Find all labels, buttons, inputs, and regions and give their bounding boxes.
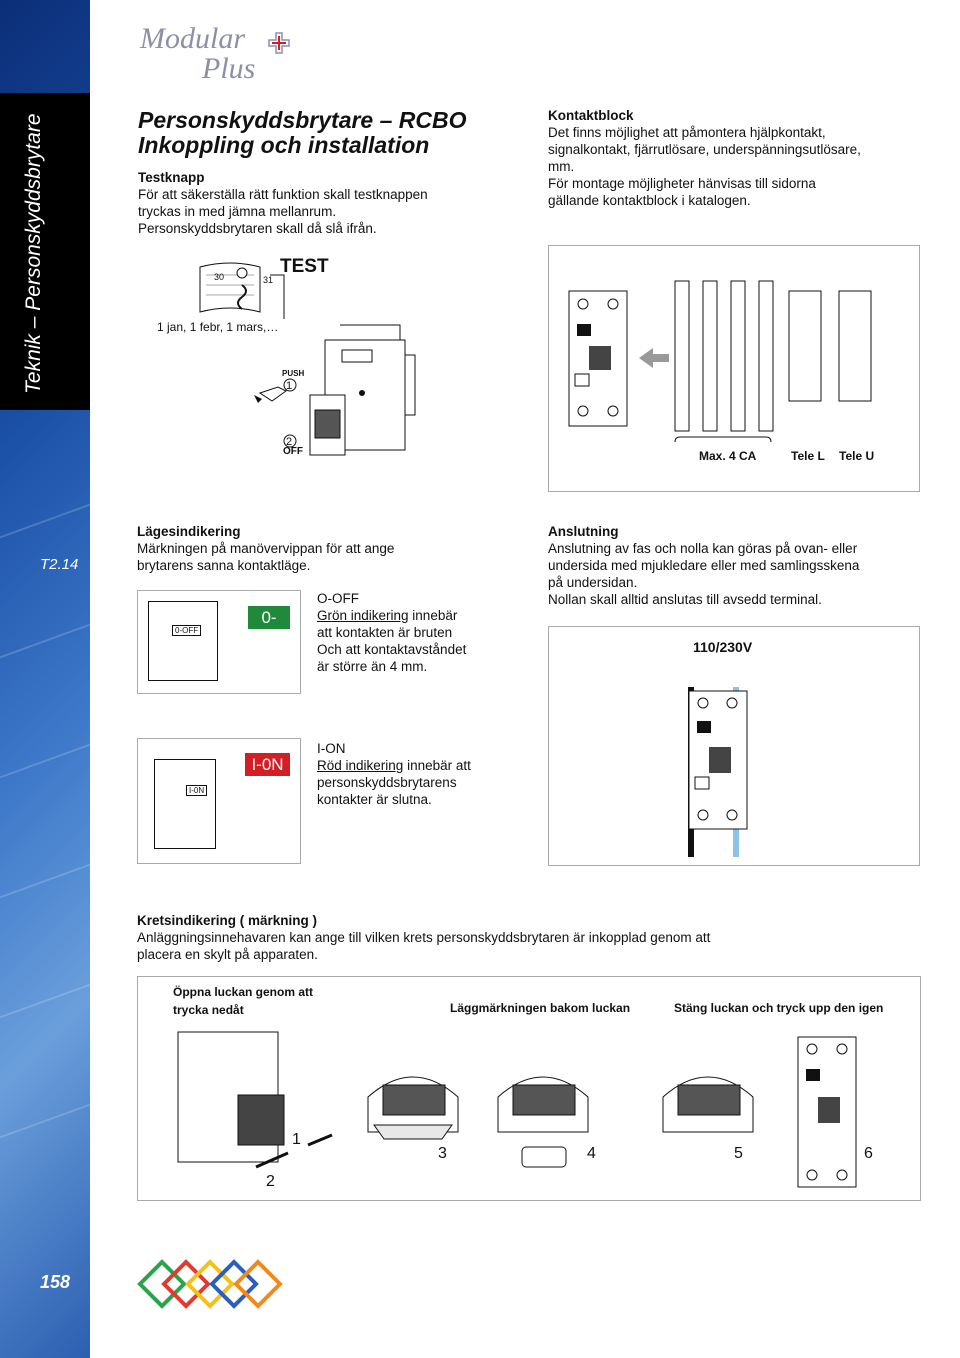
step-number-2: 2 (266, 1173, 275, 1190)
o-off-line: Och att kontaktavståndet (317, 642, 467, 657)
wiring-illustration (549, 627, 921, 867)
lagesindikering-title: Lägesindikering (137, 524, 241, 539)
testknapp-section (138, 169, 508, 237)
kontaktblock-figure (548, 245, 920, 492)
anslutning-figure (548, 626, 920, 866)
step-caption-3: Stäng luckan och tryck upp den igen (674, 1001, 884, 1015)
step-caption-1a: Öppna luckan genom att (173, 985, 314, 999)
section-code: T2.14 (40, 556, 79, 573)
calendar-caption: 1 jan, 1 febr, 1 mars,… (157, 320, 279, 334)
page-number: 158 (40, 1272, 71, 1292)
tele-u-label: Tele U (839, 449, 875, 463)
i-on-switch-body (154, 759, 216, 849)
testknapp-line: Personskyddsbrytaren skall då slå ifrån. (138, 221, 377, 236)
o-off-line1 (317, 607, 527, 624)
step2-label: 2 (286, 436, 293, 448)
page-heading (138, 108, 498, 158)
kretsindikering-line: placera en skylt på apparaten. (137, 947, 318, 962)
lagesindikering-line: brytarens sanna kontaktläge. (137, 558, 311, 573)
i-on-underlined: Röd indikering (317, 758, 404, 773)
kretsindikering-section (137, 912, 937, 963)
i-on-line1-rest: innebär att (403, 758, 471, 773)
push-label: PUSH (282, 369, 305, 378)
o-off-switch-body (148, 601, 218, 681)
step-number-6: 6 (864, 1145, 873, 1162)
step-number-4: 4 (587, 1145, 596, 1162)
heading-line2: Inkoppling och installation (138, 132, 430, 158)
step1-label: 1 (286, 380, 293, 392)
footer-diamonds-logo (136, 1258, 286, 1310)
testknapp-line: För att säkerställa rätt funktion skall testknappen (138, 187, 428, 202)
kontaktblock-line: signalkontakt, fjärrutlösare, underspänningsutlösare, (548, 142, 861, 157)
kretsindikering-line: Anläggningsinnehavaren kan ange till vilken krets personskyddsbrytaren är inkopplad genom att (137, 930, 711, 945)
anslutning-line: Nollan skall alltid anslutas till avsedd terminal. (548, 592, 822, 607)
kontaktblock-line: mm. (548, 159, 575, 174)
anslutning-line: Anslutning av fas och nolla kan göras på ovan- eller (548, 541, 858, 556)
o-off-line1-rest: innebär (408, 608, 458, 623)
kontaktblock-line: För montage möjligheter hänvisas till sidorna (548, 176, 816, 191)
o-off-title: O-OFF (317, 591, 359, 606)
test-figure (150, 245, 450, 485)
sidebar (0, 0, 90, 1358)
testknapp-title: Testknapp (138, 170, 205, 185)
lagesindikering-line: Märkningen på manövervippan för att ange (137, 541, 395, 556)
voltage-label: 110/230V (693, 639, 753, 655)
i-on-text (317, 740, 527, 808)
kontaktblock-title: Kontaktblock (548, 108, 634, 123)
anslutning-title: Anslutning (548, 524, 619, 539)
lagesindikering-section (137, 523, 527, 574)
anslutning-line: på undersidan. (548, 575, 638, 590)
testknapp-line: tryckas in med jämna mellanrum. (138, 204, 337, 219)
anslutning-section (548, 523, 938, 608)
o-off-text (317, 590, 527, 675)
marking-steps-figure (137, 976, 921, 1201)
step-number-3: 3 (438, 1145, 447, 1162)
kontaktblock-line: gällande kontaktblock i katalogen. (548, 193, 751, 208)
o-off-line: att kontakten är bruten (317, 625, 453, 640)
step-number-1: 1 (292, 1131, 301, 1148)
test-title: TEST (280, 256, 329, 277)
kontaktblock-line: Det finns möjlighet att påmontera hjälpkontakt, (548, 125, 826, 140)
kretsindikering-title: Kretsindikering ( märkning ) (137, 913, 318, 928)
sidebar-title: Teknik – Personskyddsbrytare (22, 113, 45, 394)
heading-line1: Personskyddsbrytare – RCBO (138, 107, 467, 133)
logo-line2: Plus (202, 52, 256, 85)
logo-cross-icon (268, 32, 290, 54)
logo-line1: Modular (140, 22, 245, 55)
i-on-line1 (317, 757, 527, 774)
i-on-tag: I-0N (245, 753, 290, 776)
i-on-title: I-ON (317, 741, 346, 756)
o-off-underlined: Grön indikering (317, 608, 409, 623)
o-off-line: är större än 4 mm. (317, 659, 428, 674)
o-off-small-label: 0-OFF (172, 625, 201, 636)
i-on-line: kontakter är slutna. (317, 792, 432, 807)
kontaktblock-section (548, 107, 948, 209)
step-caption-1b: trycka nedåt (173, 1003, 244, 1017)
calendar-right-number: 31 (263, 275, 274, 285)
max-label: Max. 4 CA (699, 449, 757, 463)
off-label: OFF (283, 446, 303, 457)
o-off-tag: 0-0FF (248, 606, 290, 629)
tele-l-label: Tele L (791, 449, 825, 463)
i-on-line: personskyddsbrytarens (317, 775, 457, 790)
calendar-left-number: 30 (214, 272, 225, 282)
step-number-5: 5 (734, 1145, 743, 1162)
step-caption-2: Läggmärkningen bakom luckan (450, 1001, 631, 1015)
i-on-small-label: I-0N (186, 785, 207, 796)
anslutning-line: undersida med mjukledare eller med samlingsskena (548, 558, 860, 573)
